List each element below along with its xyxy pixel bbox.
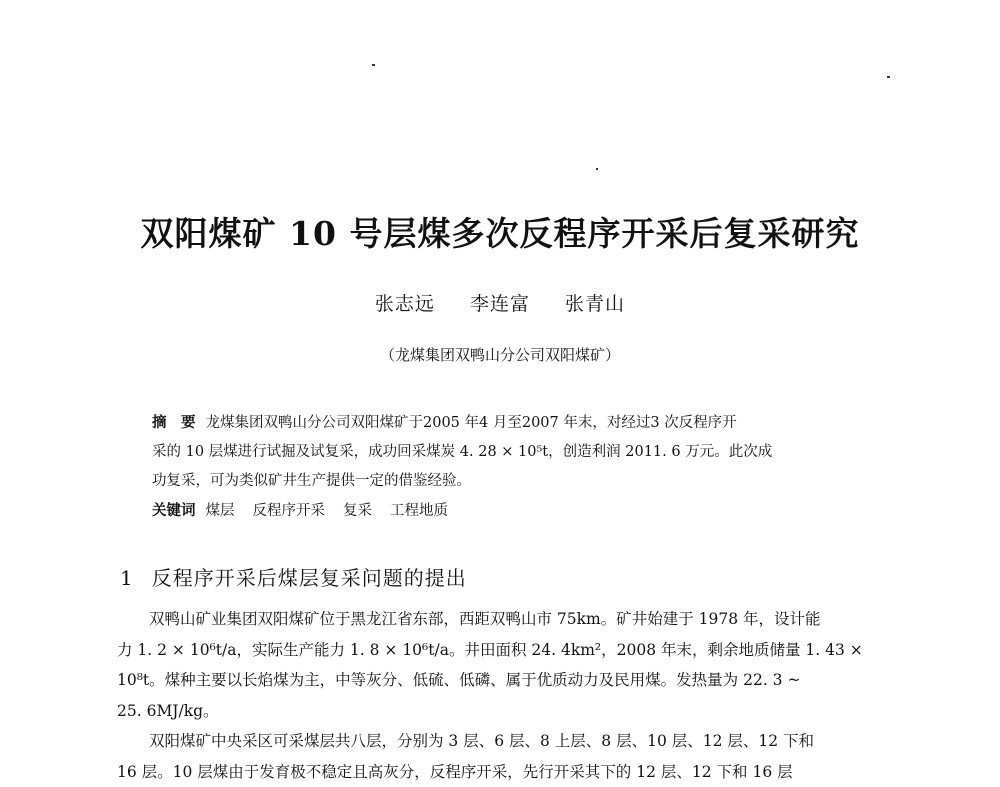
abstract-text: 龙煤集团双鸭山分公司双阳煤矿于2005 年4 月至2007 年末，对经过3 次反程序开 (206, 415, 737, 431)
scan-speck (887, 76, 890, 78)
section-number: 1 (120, 566, 134, 590)
abstract-line: 采的 10 层煤进行试掘及试复采，成功回采煤炭 4. 28 × 10⁵t，创造利润 2011. 6 万元。此次成 (152, 438, 872, 467)
keywords-label: 关键词 (152, 502, 196, 519)
scan-speck (596, 168, 598, 170)
section-heading (120, 562, 467, 591)
author-name: 张志远 (375, 293, 435, 315)
body-line: 10⁸t。煤种主要以长焰煤为主，中等灰分、低硫、低磷、属于优质动力及民用煤。发热量为 22. 3 ~ (117, 665, 902, 696)
author-list (0, 289, 1000, 316)
abstract-line (152, 408, 872, 438)
body-line: 25. 6MJ/kg。 (117, 696, 902, 727)
keyword: 工程地质 (390, 503, 448, 519)
abstract-block (152, 408, 872, 526)
keywords-line (152, 496, 872, 526)
keyword: 复采 (343, 503, 372, 519)
section-title: 反程序开采后煤层复采问题的提出 (152, 566, 467, 590)
body-line: 双鸭山矿业集团双阳煤矿位于黑龙江省东部，西距双鸭山市 75km。矿井始建于 1978 年，设计能 (117, 604, 902, 635)
paper-title: 双阳煤矿 10 号层煤多次反程序开采后复采研究 (0, 208, 1000, 255)
author-name: 李连富 (470, 293, 530, 315)
author-name: 张青山 (565, 293, 625, 315)
abstract-line: 功复采，可为类似矿井生产提供一定的借鉴经验。 (152, 467, 872, 496)
body-line: 力 1. 2 × 10⁶t/a，实际生产能力 1. 8 × 10⁶t/a。井田面积 24. 4km²，2008 年末，剩余地质储量 1. 43 × (117, 635, 902, 666)
keyword: 反程序开采 (253, 503, 326, 519)
scan-speck (372, 64, 375, 66)
author-affiliation: （龙煤集团双鸭山分公司双阳煤矿） (0, 344, 1000, 365)
body-line: 16 层。10 层煤由于发育极不稳定且高灰分，反程序开采，先行开采其下的 12 层、12 下和 16 层 (117, 757, 902, 787)
keyword: 煤层 (206, 503, 235, 519)
abstract-label: 摘 要 (152, 414, 196, 431)
body-line: 双阳煤矿中央采区可采煤层共八层，分别为 3 层、6 层、8 上层、8 层、10 层、12 层、12 下和 (117, 726, 902, 757)
